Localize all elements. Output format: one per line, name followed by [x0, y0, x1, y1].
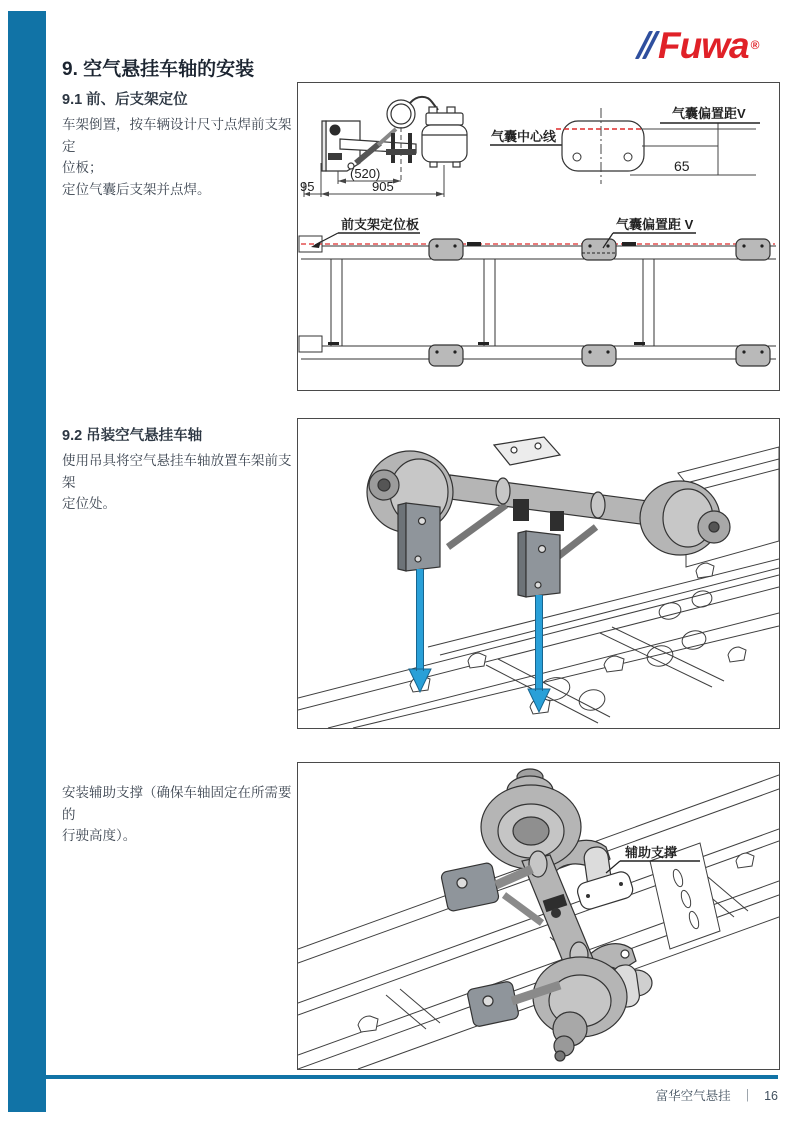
body-line: 定位气囊后支架并点焊。 — [62, 181, 211, 197]
label-airbag-centerline: 气囊中心线 — [491, 129, 557, 144]
figure2-drawing — [298, 419, 779, 728]
lowering-arrow-icon — [528, 595, 550, 712]
registered-trademark-icon: ® — [750, 38, 760, 52]
section-93-body — [62, 782, 297, 847]
left-accent-bar — [8, 11, 46, 1112]
logo-wordmark: Fuwa — [658, 24, 749, 66]
dim-905: 905 — [372, 179, 394, 194]
fuwa-logo — [642, 24, 787, 66]
footer-divider — [8, 1075, 778, 1079]
section-92-body — [62, 450, 297, 515]
footer — [478, 1086, 778, 1104]
label-aux-support: 辅助支撑 — [625, 845, 678, 860]
body-line: 使用吊具将空气悬挂车轴放置车架前支架 — [62, 453, 292, 490]
footer-separator: ｜ — [741, 1089, 754, 1103]
figure3-drawing — [298, 763, 779, 1069]
section-91-heading: 9.1 前、后支架定位 — [62, 92, 188, 108]
figure1-drawing — [298, 83, 779, 390]
body-line: 行驶高度）。 — [62, 828, 137, 843]
label-airbag-offset-bottom: 气囊偏置距 V — [616, 217, 694, 232]
footer-page-number: 16 — [764, 1089, 778, 1103]
body-line: 定位处。 — [62, 496, 116, 511]
lowering-arrow-icon — [409, 569, 431, 692]
body-line: 位板； — [62, 160, 103, 175]
section-92-heading: 9.2 吊装空气悬挂车轴 — [62, 428, 203, 444]
dim-95: 95 — [300, 179, 315, 194]
figure-axle-lifting — [297, 418, 780, 729]
figure-bracket-positioning — [297, 82, 780, 391]
section-91-body — [62, 114, 297, 200]
page-title: 9. 空气悬挂车轴的安装 — [62, 59, 255, 80]
footer-brand: 富华空气悬挂 — [655, 1089, 731, 1103]
label-airbag-offset-top: 气囊偏置距V — [672, 106, 746, 121]
body-line: 安装辅助支撑（确保车轴固定在所需要的 — [62, 785, 292, 822]
dim-520: (520) — [350, 166, 381, 181]
body-line: 车架倒置，按车辆设计尺寸点焊前支架定 — [62, 117, 292, 154]
dim-65: 65 — [674, 158, 690, 174]
label-front-bracket-plate: 前支架定位板 — [341, 217, 420, 232]
figure-auxiliary-support — [297, 762, 780, 1070]
